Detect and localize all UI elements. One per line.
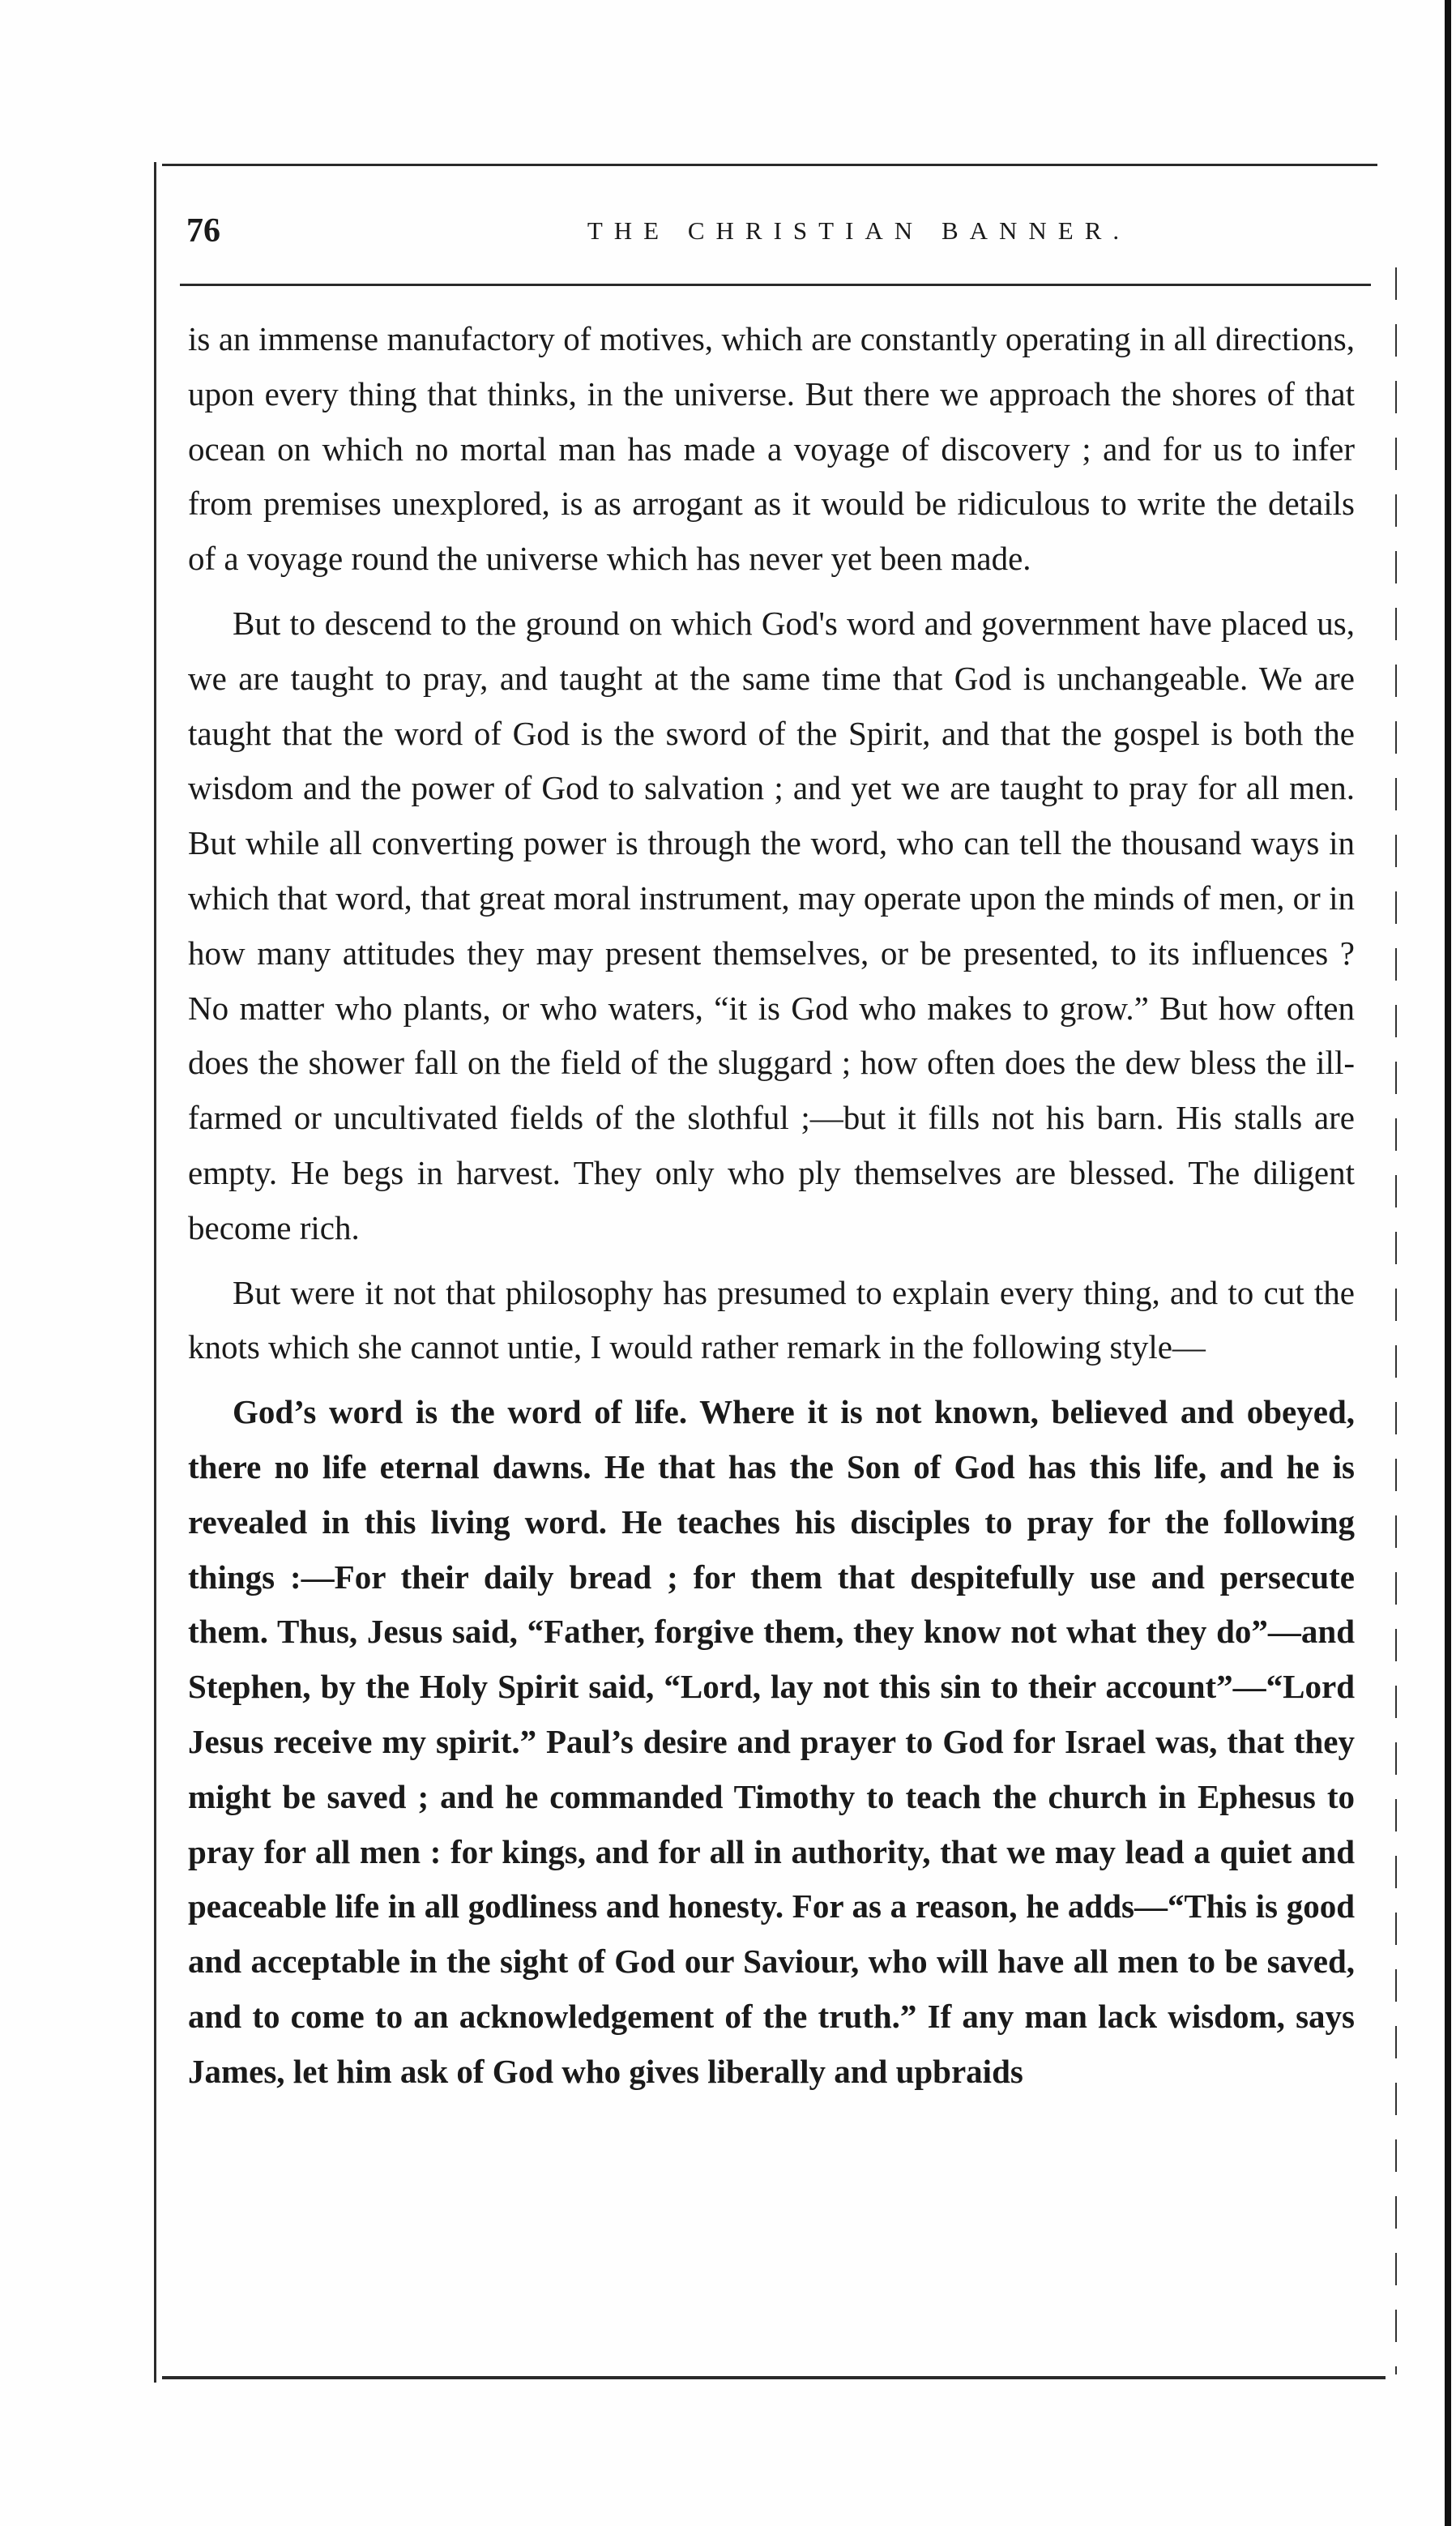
page-edge-rule [1445, 0, 1451, 2526]
paragraph-4: God’s word is the word of life. Where it is not known, believed and obeyed, there no life eternal dawns. He that has the Son of God has this life, and he is revealed in this living word. He teaches his disciples to pray for the following things :—For their daily bread ; for them that despitefully use and persecute them. Thus, Jesus said, “Father, forgive them, they know not what they do”—and Stephen, by the Holy Spirit said, “Lord, lay not this sin to their account”—“Lord Jesus receive my spirit.” Paul’s desire and prayer to God for Israel was, that they might be saved ; and he commanded Timothy to teach the church in Ephesus to pray for all men : for kings, and for all in authority, that we may lead a quiet and peaceable life in all godliness and honesty. For as a reason, he adds—“This is good and acceptable in the sight of God our Saviour, who will have all men to be saved, and to come to an acknowledgement of the truth.” If any man lack wisdom, says James, let him ask of God who gives liberally and upbraids [188, 1393, 1355, 2090]
left-frame-rule [154, 162, 156, 2383]
header-rule [180, 284, 1371, 286]
right-frame-rule [1395, 267, 1397, 2374]
running-header [186, 207, 1369, 263]
running-title: THE CHRISTIAN BANNER. [587, 216, 1131, 245]
paragraph-1: is an immense manufactory of motives, which are constantly operating in all directions, upon every thing that thinks, in the universe. But there we approach the shores of that ocean on which no mortal man has made a voyage of discovery ; and for us to infer from premises unexplored, is as arrogant as it would be ridiculous to write the details of a voyage round the universe which has never yet been made. [188, 320, 1355, 578]
top-rule [162, 164, 1377, 166]
page-number: 76 [186, 212, 220, 250]
paragraph-3: But were it not that philosophy has presumed to explain every thing, and to cut the knots which she cannot untie, I would rather remark in the following style— [188, 1273, 1355, 1366]
bottom-rule [162, 2376, 1386, 2379]
paragraph-2: But to descend to the ground on which God's word and government have placed us, we are taught to pray, and taught at the same time that God is unchangeable. We are taught that the word of God is the sword of the Spirit, and that the gospel is both the wisdom and the power of God to salvation ; and yet we are taught to pray for all men. But while all converting power is through the word, who can tell the thousand ways in which that word, that great moral instrument, may operate upon the minds of men, or in how many attitudes they may present themselves, or be presented, to its influences ? No matter who plants, or who waters, “it is God who makes to grow.” But how often does the shower fall on the field of the sluggard ; how often does the dew bless the ill-farmed or uncultivated fields of the slothful ;—but it fills not his barn. His stalls are empty. He begs in harvest. They only who ply themselves are blessed. The diligent become rich. [188, 604, 1355, 1246]
body-text [188, 312, 1355, 2109]
